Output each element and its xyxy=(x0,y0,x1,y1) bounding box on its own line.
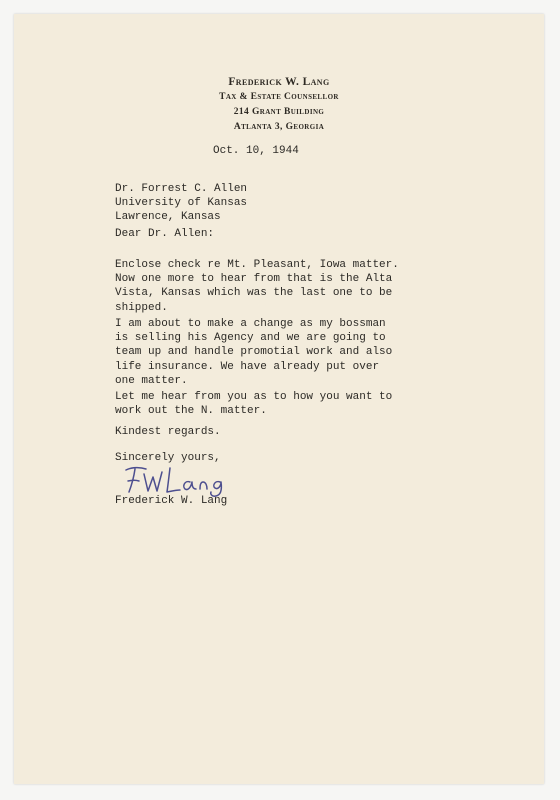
closing: Sincerely yours, xyxy=(115,452,221,464)
paragraph-line: Vista, Kansas which was the last one to be xyxy=(115,287,393,300)
regards: Kindest regards. xyxy=(115,426,221,438)
recipient-address xyxy=(115,182,247,225)
paragraph-line: Enclose check re Mt. Pleasant, Iowa matter. xyxy=(115,259,399,271)
recipient-line: University of Kansas xyxy=(115,197,248,210)
paragraph-line: one matter. xyxy=(115,374,188,387)
letter-page xyxy=(14,14,544,784)
paragraph-line: is selling his Agency and we are going to xyxy=(115,332,386,345)
paragraph-line: team up and handle promotial work and also xyxy=(115,346,393,359)
letterhead-name: Frederick W. Lang xyxy=(228,76,330,88)
paragraph-line: Now one more to hear from that is the Alta xyxy=(115,273,393,286)
paragraph-line: I am about to make a change as my bossman xyxy=(115,318,386,330)
letterhead-city: Atlanta 3, Georgia xyxy=(233,122,325,132)
paragraph-2 xyxy=(115,317,392,388)
paragraph-line: work out the N. matter. xyxy=(115,405,267,418)
paragraph-1 xyxy=(115,258,399,315)
letterhead-address: 214 Grant Building xyxy=(233,107,325,117)
letterhead-title: Tax & Estate Counsellor xyxy=(219,92,339,102)
recipient-line: Dr. Forrest C. Allen xyxy=(115,183,248,195)
recipient-line: Lawrence, Kansas xyxy=(115,211,221,224)
letterhead xyxy=(14,74,544,135)
salutation: Dear Dr. Allen: xyxy=(115,228,215,240)
handwritten-signature xyxy=(122,462,262,498)
letter-date: Oct. 10, 1944 xyxy=(213,145,299,157)
paragraph-line: life insurance. We have already put over xyxy=(115,360,380,373)
paragraph-3 xyxy=(115,390,392,418)
paragraph-line: shipped. xyxy=(115,301,168,314)
signed-name: Frederick W. Lang xyxy=(115,495,228,507)
paragraph-line: Let me hear from you as to how you want to xyxy=(115,391,393,403)
